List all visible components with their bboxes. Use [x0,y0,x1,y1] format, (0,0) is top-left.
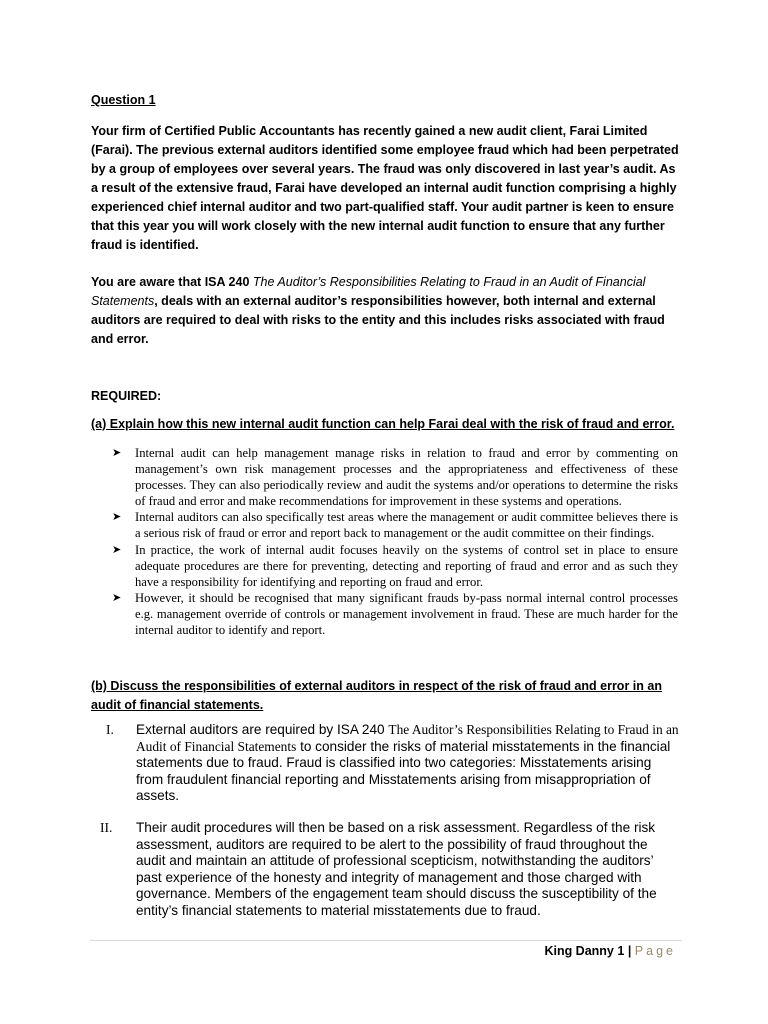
list-item [112,445,678,509]
bullet-text: However, it should be recognised that many significant frauds by-pass normal internal control processes e.g. management override of controls or management involvement in fraud. These are much harder for the internal auditor to identify and report. [135,590,678,638]
bullet-text: Internal audit can help management manage risks in relation to fraud and error by commenting on management’s own risk management processes and the appropriateness and effectiveness of these processes. They can also periodically review and audit the systems and/or operations to determine the risks of fraud and error and make recommendations for improvement in these systems and operations. [135,446,678,509]
bullet-text: Internal auditors can also specifically test areas where the management or audit committee believes there is a serious risk of fraud or error and report back to management or the audit committee on their findings. [135,510,678,541]
bullet-text: In practice, the work of internal audit focuses heavily on the systems of control set in place to ensure adequate procedures are there for preventing, detecting and reporting of fraud and error and as such they have a responsibility for identifying and reporting on fraud and error. [135,542,678,589]
isa-240-paragraph [91,273,681,349]
footer-separator: | [627,944,632,958]
list-item [100,722,680,805]
list-item [100,820,680,920]
part-b-answer-list [100,722,680,920]
roman-numeral: II. [100,819,113,835]
footer-page-number: 1 [617,944,625,958]
footer-page-word: Page [634,944,676,958]
part-a-heading: (a) Explain how this new internal audit function can help Farai deal with the risk of fraud and error. [91,417,675,431]
arrow-bullet-icon: ➤ [112,447,122,459]
question-title: Question 1 [91,93,156,107]
item-text: to consider the risks of material misstatements in the financial statements due to fraud. Fraud is classified into two categories: Misstatements arising from fraudulent financial reporting and Misstatements arising from misappropriation of assets. [136,738,671,804]
item-serif-title: The Auditor’s Responsibilities Relating to Fraud in an Audit of Financial Statements [136,722,679,754]
list-item [112,509,678,541]
item-text: Their audit procedures will then be based on a risk assessment. Regardless of the risk assessment, auditors are required to be alert to the possibility of fraud throughout the audit and maintain an attitude of professional scepticism, notwithstanding the auditors’ past experience of the honesty and integrity of management and those charged with governance. Members of the engagement team should discuss the susceptibility of the entity’s financial statements to material misstatements due to fraud. [136,819,657,918]
part-a-answer-list [112,445,678,638]
isa-para-lead: You are aware that ISA 240 [91,275,253,289]
isa-para-rest: , deals with an external auditor’s responsibilities however, both internal and external auditors are required to deal with risks to the entity and this includes risks associated with fraud and error. [91,294,665,346]
intro-paragraph: Your firm of Certified Public Accountants has recently gained a new audit client, Farai Limited (Farai). The previous external auditors identified some employee fraud which had been perpetrated by a group of employees over several years. The fraud was only discovered in last year’s audit. As a result of the extensive fraud, Farai have developed an internal audit function comprising a highly experienced chief internal auditor and two part-qualified staff. Your audit partner is keen to ensure that this year you will work closely with the new internal audit function to ensure that any further fraud is identified. [91,124,679,252]
required-label: REQUIRED: [91,389,162,403]
arrow-bullet-icon: ➤ [112,591,122,604]
arrow-bullet-icon: ➤ [112,511,122,524]
isa-para-italic-title: The Auditor’s Responsibilities Relating to Fraud in an Audit of Financial Statements [91,275,646,308]
page-footer [544,944,676,958]
part-b-heading: (b) Discuss the responsibilities of external auditors in respect of the risk of fraud and error in an audit of financial statements. [91,679,662,712]
footer-author: King Danny [544,944,614,958]
list-item [112,590,678,638]
roman-numeral: I. [106,722,114,737]
list-item [112,542,678,590]
item-lead: External auditors are required by ISA 240 [136,722,389,737]
footer-divider [90,940,682,941]
arrow-bullet-icon: ➤ [112,543,122,556]
